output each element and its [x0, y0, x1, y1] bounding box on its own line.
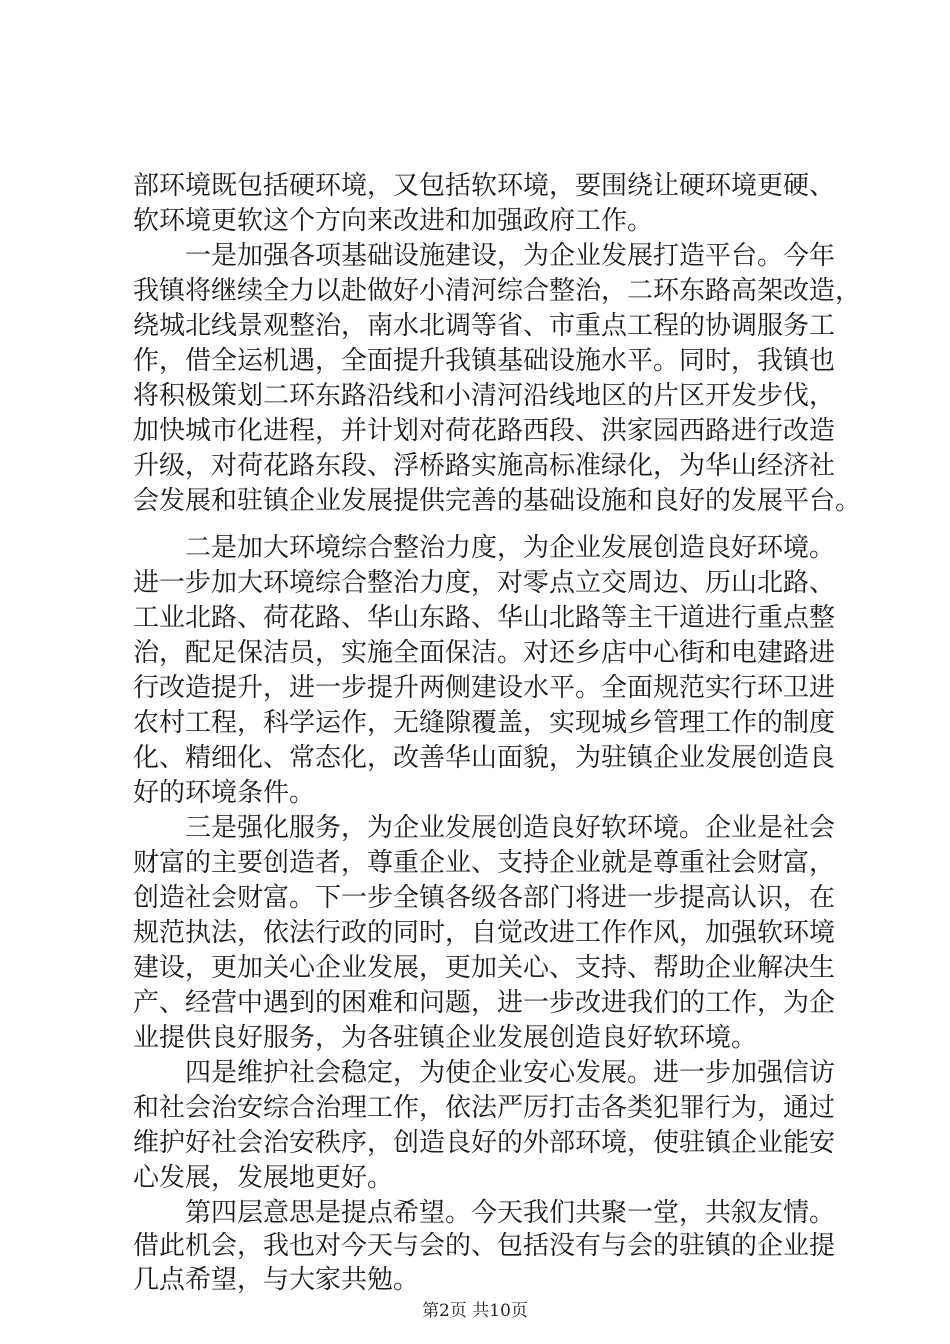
text-line: 化、精细化、常态化，改善华山面貌，为驻镇企业发展创造良: [133, 743, 836, 773]
text-line: 财富的主要创造者，尊重企业、支持企业就是尊重社会财富，: [133, 848, 836, 878]
text-line: 业提供良好服务，为各驻镇企业发展创造良好软环境。: [133, 1023, 758, 1053]
text-line: 好的环境条件。: [133, 778, 316, 808]
text-line: 三是强化服务，为企业发展创造良好软环境。企业是社会: [133, 813, 836, 843]
text-line: 治，配足保洁员，实施全面保洁。对还乡店中心街和电建路进: [133, 638, 836, 668]
text-line: 进一步加大环境综合整治力度，对零点立交周边、历山北路、: [133, 568, 836, 598]
text-line: 软环境更软这个方向来改进和加强政府工作。: [133, 206, 654, 236]
text-line: 升级，对荷花路东段、浮桥路实施高标准绿化，为华山经济社: [133, 451, 836, 481]
text-line: 农村工程，科学运作，无缝隙覆盖，实现城乡管理工作的制度: [133, 708, 836, 738]
text-line: 维护好社会治安秩序，创造良好的外部环境，使驻镇企业能安: [133, 1128, 836, 1158]
text-line: 部环境既包括硬环境，又包括软环境，要围绕让硬环境更硬、: [133, 171, 836, 201]
text-line: 将积极策划二环东路沿线和小清河沿线地区的片区开发步伐，: [133, 381, 836, 411]
page-number-footer: 第2页 共10页: [422, 1301, 528, 1321]
text-line: 绕城北线景观整治，南水北调等省、市重点工程的协调服务工: [133, 311, 836, 341]
text-line: 作，借全运机遇，全面提升我镇基础设施水平。同时，我镇也: [133, 346, 836, 376]
text-line: 借此机会，我也对今天与会的、包括没有与会的驻镇的企业提: [133, 1231, 836, 1261]
text-line: 工业北路、荷花路、华山东路、华山北路等主干道进行重点整: [133, 603, 836, 633]
text-line: 行改造提升，进一步提升两侧建设水平。全面规范实行环卫进: [133, 673, 836, 703]
text-line: 会发展和驻镇企业发展提供完善的基础设施和良好的发展平台。: [133, 486, 862, 516]
text-line: 四是维护社会稳定，为使企业安心发展。进一步加强信访: [133, 1058, 836, 1088]
text-line: 一是加强各项基础设施建设，为企业发展打造平台。今年: [133, 241, 836, 271]
text-line: 我镇将继续全力以赴做好小清河综合整治，二环东路高架改造，: [133, 276, 862, 306]
text-line: 心发展，发展地更好。: [133, 1163, 394, 1193]
text-line: 几点希望，与大家共勉。: [133, 1265, 420, 1295]
text-line: 建设，更加关心企业发展，更加关心、支持、帮助企业解决生: [133, 953, 836, 983]
text-line: 和社会治安综合治理工作，依法严厉打击各类犯罪行为，通过: [133, 1093, 836, 1123]
text-line: 产、经营中遇到的困难和问题，进一步改进我们的工作，为企: [133, 988, 836, 1018]
text-line: 创造社会财富。下一步全镇各级各部门将进一步提高认识，在: [133, 883, 836, 913]
text-line: 规范执法，依法行政的同时，自觉改进工作作风，加强软环境: [133, 918, 836, 948]
text-line: 加快城市化进程，并计划对荷花路西段、洪家园西路进行改造: [133, 416, 836, 446]
text-line: 第四层意思是提点希望。今天我们共聚一堂，共叙友情。: [133, 1198, 836, 1228]
text-line: 二是加大环境综合整治力度，为企业发展创造良好环境。: [133, 533, 836, 563]
